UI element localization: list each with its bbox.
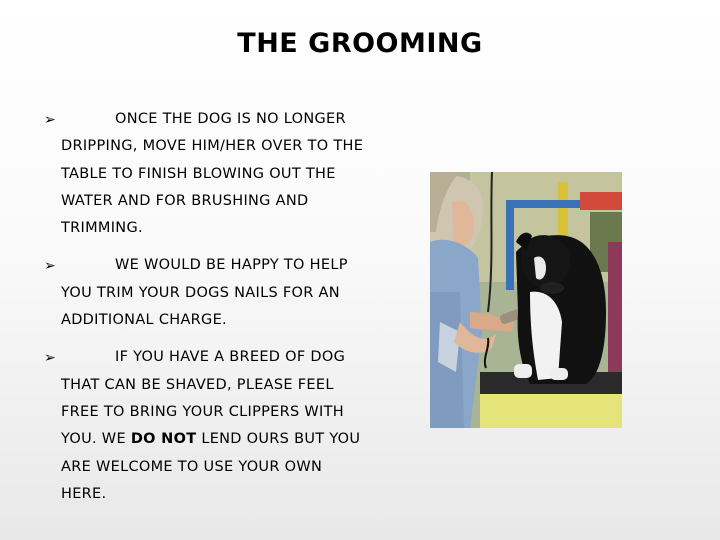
- grooming-photo: [430, 172, 622, 428]
- bullet-item: [44, 252, 364, 334]
- arrow-bullet-icon: ➢: [44, 112, 56, 128]
- bullet-text-part: IF YOU HAVE A BREED OF DOG THAT CAN BE SHAVED, PLEASE FEEL FREE TO BRING YOUR CLIPPERS WITH YOU. WE: [61, 349, 346, 448]
- bullet-text: WE WOULD BE HAPPY TO HELP YOU TRIM YOUR DOGS NAILS FOR AN ADDITIONAL CHARGE.: [61, 257, 348, 329]
- bullet-emphasis: DO NOT: [130, 431, 197, 448]
- bullet-item: [44, 106, 364, 242]
- bullet-text: ONCE THE DOG IS NO LONGER DRIPPING, MOVE HIM/HER OVER TO THE TABLE TO FINISH BLOWING OUT THE WATER AND FOR BRUSHING AND TRIMMING.: [61, 111, 364, 237]
- grooming-photo-illustration: [430, 172, 622, 428]
- bullet-list: [44, 106, 364, 518]
- bullet-text: [61, 344, 364, 508]
- bullet-item: [44, 344, 364, 508]
- arrow-bullet-icon: ➢: [44, 350, 56, 367]
- arrow-bullet-icon: ➢: [44, 258, 56, 275]
- slide-title: THE GROOMING: [237, 28, 483, 59]
- bullet-text-part: LEND OURS BUT YOU ARE WELCOME TO USE YOUR OWN HERE.: [61, 431, 361, 502]
